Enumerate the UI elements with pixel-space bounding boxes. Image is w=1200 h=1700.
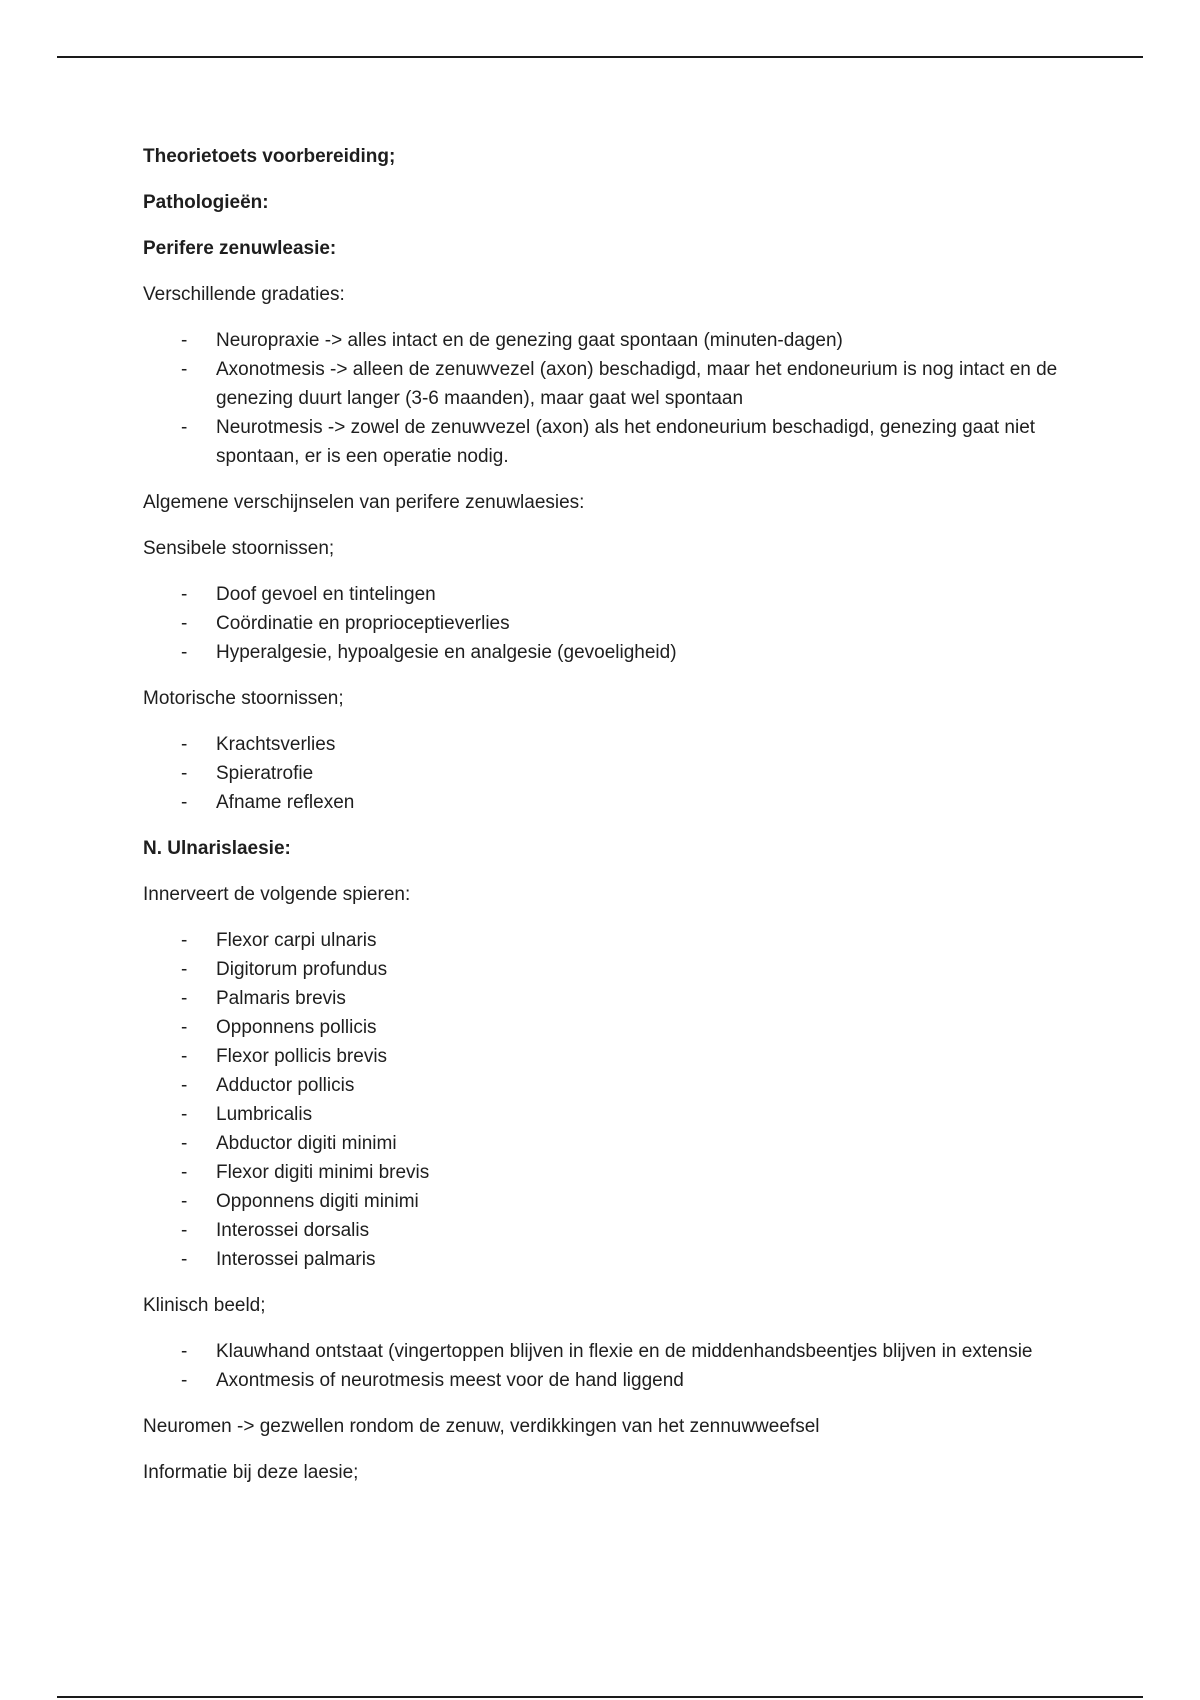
list-item-text: Neurotmesis -> zowel de zenuwvezel (axon) als het endoneurium beschadigd, genezing gaat niet spontaan, er is een operatie nodig. [216, 417, 1036, 467]
dash-bullet: - [181, 1341, 188, 1362]
dash-bullet: - [181, 1104, 188, 1125]
label-gradaties: Verschillende gradaties: [143, 284, 345, 305]
list-item [143, 1129, 1063, 1158]
heading-ulnarislaesie: N. Ulnarislaesie: [143, 838, 291, 859]
list-klinisch-beeld [143, 1337, 1063, 1395]
dash-bullet: - [181, 1017, 188, 1038]
dash-bullet: - [181, 959, 188, 980]
list-item-text: Neuropraxie -> alles intact en de genezing gaat spontaan (minuten-dagen) [216, 330, 843, 351]
paragraph-neuromen: Neuromen -> gezwellen rondom de zenuw, verdikkingen van het zennuwweefsel [143, 1416, 820, 1437]
list-item-text: Flexor carpi ulnaris [216, 930, 377, 951]
heading-pathologie: Pathologieën: [143, 192, 269, 213]
dash-bullet: - [181, 1162, 188, 1183]
footer-rule [57, 1696, 1143, 1698]
list-item [143, 1071, 1063, 1100]
heading-perifere-zenuwleasie: Perifere zenuwleasie: [143, 238, 337, 259]
dash-bullet: - [181, 1075, 188, 1096]
list-motorische-stoornissen [143, 730, 1063, 817]
list-item [143, 1216, 1063, 1245]
list-item-text: Hyperalgesie, hypoalgesie en analgesie (gevoeligheid) [216, 642, 677, 663]
list-item-text: Flexor pollicis brevis [216, 1046, 388, 1067]
list-item [143, 759, 1063, 788]
dash-bullet: - [181, 792, 188, 813]
dash-bullet: - [181, 930, 188, 951]
list-item [143, 955, 1063, 984]
dash-bullet: - [181, 1133, 188, 1154]
dash-bullet: - [181, 1370, 188, 1391]
list-item-text: Opponnens pollicis [216, 1017, 377, 1038]
list-item-text: Adductor pollicis [216, 1075, 355, 1096]
list-item-text: Interossei palmaris [216, 1249, 376, 1270]
list-item-text: Axonotmesis -> alleen de zenuwvezel (axon) beschadigd, maar het endoneurium is nog intact en de genezing duurt langer (3-6 maanden), maar gaat wel spontaan [216, 359, 1058, 409]
list-item [143, 638, 1063, 667]
list-item-text: Lumbricalis [216, 1104, 313, 1125]
label-sensibele-stoornissen: Sensibele stoornissen; [143, 538, 335, 559]
label-motorische-stoornissen: Motorische stoornissen; [143, 688, 344, 709]
list-item-text: Abductor digiti minimi [216, 1133, 397, 1154]
list-spieren [143, 926, 1063, 1274]
list-item-text: Interossei dorsalis [216, 1220, 370, 1241]
list-item [143, 1042, 1063, 1071]
list-item-text: Digitorum profundus [216, 959, 388, 980]
label-spieren: Innerveert de volgende spieren: [143, 884, 411, 905]
list-item [143, 730, 1063, 759]
list-item [143, 609, 1063, 638]
list-item-text: Opponnens digiti minimi [216, 1191, 419, 1212]
list-item [143, 984, 1063, 1013]
paragraph-informatie: Informatie bij deze laesie; [143, 1462, 359, 1483]
document-title: Theorietoets voorbereiding; [143, 146, 396, 167]
document-body [143, 142, 1063, 1504]
list-item-text: Spieratrofie [216, 763, 314, 784]
dash-bullet: - [181, 1220, 188, 1241]
dash-bullet: - [181, 417, 188, 438]
list-item-text: Afname reflexen [216, 792, 355, 813]
list-item [143, 1245, 1063, 1274]
list-item [143, 1158, 1063, 1187]
list-item-text: Axontmesis of neurotmesis meest voor de hand liggend [216, 1370, 684, 1391]
dash-bullet: - [181, 1249, 188, 1270]
dash-bullet: - [181, 1191, 188, 1212]
dash-bullet: - [181, 642, 188, 663]
dash-bullet: - [181, 613, 188, 634]
list-gradaties [143, 326, 1063, 471]
list-item [143, 580, 1063, 609]
list-item [143, 1187, 1063, 1216]
list-item [143, 1337, 1063, 1366]
list-item-text: Doof gevoel en tintelingen [216, 584, 436, 605]
list-item [143, 355, 1063, 413]
list-sensibele-stoornissen [143, 580, 1063, 667]
list-item [143, 788, 1063, 817]
list-item-text: Klauwhand ontstaat (vingertoppen blijven in flexie en de middenhandsbeentjes blijven in extensie [216, 1341, 1033, 1362]
list-item-text: Coördinatie en proprioceptieverlies [216, 613, 510, 634]
label-klinisch-beeld: Klinisch beeld; [143, 1295, 266, 1316]
list-item [143, 926, 1063, 955]
label-algemene-verschijnselen: Algemene verschijnselen van perifere zenuwlaesies: [143, 492, 585, 513]
dash-bullet: - [181, 734, 188, 755]
header-rule [57, 56, 1143, 58]
dash-bullet: - [181, 988, 188, 1009]
dash-bullet: - [181, 359, 188, 380]
dash-bullet: - [181, 330, 188, 351]
list-item-text: Krachtsverlies [216, 734, 336, 755]
list-item-text: Flexor digiti minimi brevis [216, 1162, 430, 1183]
dash-bullet: - [181, 1046, 188, 1067]
list-item [143, 1013, 1063, 1042]
list-item [143, 326, 1063, 355]
list-item [143, 413, 1063, 471]
dash-bullet: - [181, 584, 188, 605]
list-item [143, 1100, 1063, 1129]
dash-bullet: - [181, 763, 188, 784]
list-item [143, 1366, 1063, 1395]
list-item-text: Palmaris brevis [216, 988, 346, 1009]
